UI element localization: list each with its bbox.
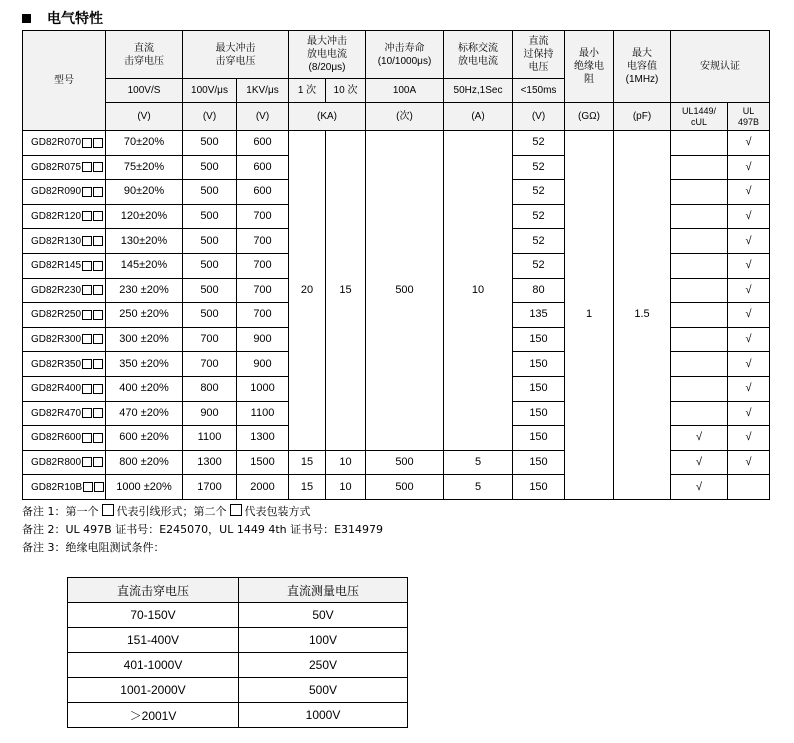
sub-impulse-rate-1: 100V/μs <box>183 79 237 103</box>
ul1449-cell <box>671 155 728 180</box>
placeholder-box-icon <box>93 261 103 271</box>
impulse-breakdown-2-cell: 700 <box>237 253 289 278</box>
model-code: GD82R470 <box>31 407 82 419</box>
model-code: GD82R600 <box>31 432 82 444</box>
discharge-once-cell: 15 <box>289 475 326 500</box>
ul497-cell: √ <box>728 131 770 156</box>
impulse-breakdown-1-cell: 500 <box>183 303 237 328</box>
holdover-cell: 150 <box>513 352 565 377</box>
impulse-life-cell: 500 <box>366 450 444 475</box>
impulse-breakdown-2-cell: 1000 <box>237 376 289 401</box>
note1-part-a: 备注 1：第一个 <box>22 505 99 518</box>
dc-breakdown-cell: 90±20% <box>106 180 183 205</box>
sub-impulse-rate-2: 1KV/μs <box>237 79 289 103</box>
model-cell <box>23 401 106 426</box>
impulse-breakdown-1-cell: 500 <box>183 155 237 180</box>
dc-breakdown-cell: 75±20% <box>106 155 183 180</box>
cond-header-dc: 直流击穿电压 <box>68 578 239 603</box>
ul497-cell: √ <box>728 352 770 377</box>
impulse-life-cell: 500 <box>366 475 444 500</box>
ul1449-cell <box>671 278 728 303</box>
ul497-cell: √ <box>728 450 770 475</box>
discharge-once-cell: 20 <box>289 131 326 451</box>
model-cell <box>23 450 106 475</box>
model-cell <box>23 475 106 500</box>
dc-breakdown-cell: 1000 ±20% <box>106 475 183 500</box>
cond-cell: 401-1000V <box>68 653 239 678</box>
ul497-cell: √ <box>728 180 770 205</box>
placeholder-box-icon <box>82 162 92 172</box>
model-cell <box>23 303 106 328</box>
placeholder-box-icon <box>102 504 114 516</box>
ul497-cell: √ <box>728 155 770 180</box>
model-code: GD82R075 <box>31 161 82 173</box>
impulse-breakdown-2-cell: 1300 <box>237 426 289 451</box>
ul497-cell: √ <box>728 204 770 229</box>
ul1449-cell <box>671 327 728 352</box>
ul1449-cell: √ <box>671 426 728 451</box>
model-code: GD82R090 <box>31 186 82 198</box>
sub-ac-condition: 50Hz,1Sec <box>444 79 513 103</box>
note-2: 备注 2：UL 497B 证书号：E245070，UL 1449 4th 证书号：E314979 <box>22 523 384 536</box>
placeholder-box-icon <box>82 359 92 369</box>
ul1449-cell <box>671 204 728 229</box>
impulse-breakdown-2-cell: 900 <box>237 327 289 352</box>
impulse-life-cell: 500 <box>366 131 444 451</box>
placeholder-box-icon <box>82 433 92 443</box>
ul1449-cell <box>671 229 728 254</box>
ul1449-cell <box>671 253 728 278</box>
impulse-breakdown-1-cell: 500 <box>183 204 237 229</box>
header-min-insulation: 最小 绝缘电 阻 <box>565 31 614 103</box>
ac-discharge-cell: 5 <box>444 450 513 475</box>
model-code: GD82R145 <box>31 260 82 272</box>
placeholder-box-icon <box>82 261 92 271</box>
model-cell <box>23 204 106 229</box>
holdover-cell: 150 <box>513 450 565 475</box>
ul497-cell: √ <box>728 303 770 328</box>
holdover-cell: 52 <box>513 180 565 205</box>
cond-cell: 1000V <box>239 703 408 728</box>
placeholder-box-icon <box>82 187 92 197</box>
placeholder-box-icon <box>94 482 104 492</box>
dc-breakdown-cell: 400 ±20% <box>106 376 183 401</box>
impulse-breakdown-2-cell: 1100 <box>237 401 289 426</box>
placeholder-box-icon <box>93 138 103 148</box>
model-code: GD82R300 <box>31 334 82 346</box>
model-code: GD82R800 <box>31 457 82 469</box>
impulse-breakdown-2-cell: 700 <box>237 229 289 254</box>
model-cell <box>23 253 106 278</box>
impulse-breakdown-2-cell: 700 <box>237 303 289 328</box>
ul1449-cell: √ <box>671 475 728 500</box>
header-ac-discharge: 标称交流 放电电流 <box>444 31 513 79</box>
dc-breakdown-cell: 230 ±20% <box>106 278 183 303</box>
ul497-cell <box>728 475 770 500</box>
placeholder-box-icon <box>82 211 92 221</box>
note1-part-c: 代表包装方式 <box>244 505 311 518</box>
dc-breakdown-cell: 350 ±20% <box>106 352 183 377</box>
model-code: GD82R400 <box>31 383 82 395</box>
cond-cell: 100V <box>239 628 408 653</box>
header-dc-breakdown: 直流 击穿电压 <box>106 31 183 79</box>
dc-breakdown-cell: 120±20% <box>106 204 183 229</box>
ul1449-cell: √ <box>671 450 728 475</box>
placeholder-box-icon <box>93 408 103 418</box>
impulse-breakdown-2-cell: 700 <box>237 204 289 229</box>
ul497-cell: √ <box>728 376 770 401</box>
cond-cell: 151-400V <box>68 628 239 653</box>
impulse-breakdown-1-cell: 500 <box>183 253 237 278</box>
note-3: 备注 3：绝缘电阻测试条件： <box>22 541 165 554</box>
section-title-text: 电气特性 <box>47 11 103 27</box>
placeholder-box-icon <box>82 408 92 418</box>
dc-breakdown-cell: 130±20% <box>106 229 183 254</box>
model-cell <box>23 229 106 254</box>
impulse-breakdown-1-cell: 500 <box>183 131 237 156</box>
dc-breakdown-cell: 470 ±20% <box>106 401 183 426</box>
header-max-impulse-discharge: 最大冲击 放电电流 (8/20μs) <box>289 31 366 79</box>
impulse-breakdown-2-cell: 900 <box>237 352 289 377</box>
header-max-impulse-breakdown: 最大冲击 击穿电压 <box>183 31 289 79</box>
impulse-breakdown-1-cell: 1700 <box>183 475 237 500</box>
unit-insulation: (GΩ) <box>565 103 614 131</box>
discharge-once-cell: 15 <box>289 450 326 475</box>
model-code: GD82R350 <box>31 358 82 370</box>
ul1449-cell <box>671 303 728 328</box>
placeholder-box-icon <box>93 162 103 172</box>
impulse-breakdown-1-cell: 500 <box>183 229 237 254</box>
sub-once: 1 次 <box>289 79 326 103</box>
placeholder-box-icon <box>93 457 103 467</box>
impulse-breakdown-1-cell: 1100 <box>183 426 237 451</box>
holdover-cell: 52 <box>513 204 565 229</box>
note1-part-b: 代表引线形式；第二个 <box>116 505 227 518</box>
header-safety-cert: 安规认证 <box>671 31 770 103</box>
placeholder-box-icon <box>93 236 103 246</box>
placeholder-box-icon <box>82 457 92 467</box>
holdover-cell: 52 <box>513 229 565 254</box>
dc-breakdown-cell: 145±20% <box>106 253 183 278</box>
holdover-cell: 135 <box>513 303 565 328</box>
dc-breakdown-cell: 600 ±20% <box>106 426 183 451</box>
holdover-cell: 52 <box>513 131 565 156</box>
placeholder-box-icon <box>83 482 93 492</box>
placeholder-box-icon <box>93 187 103 197</box>
sub-ten-times: 10 次 <box>326 79 366 103</box>
impulse-breakdown-1-cell: 1300 <box>183 450 237 475</box>
insulation-cell: 1 <box>565 131 614 500</box>
holdover-cell: 150 <box>513 475 565 500</box>
model-code: GD82R120 <box>31 211 82 223</box>
model-cell <box>23 131 106 156</box>
ul497-cell: √ <box>728 253 770 278</box>
model-cell <box>23 376 106 401</box>
model-code: GD82R070 <box>31 137 82 149</box>
holdover-cell: 150 <box>513 426 565 451</box>
cond-header-measure: 直流测量电压 <box>239 578 408 603</box>
header-impulse-life: 冲击寿命 (10/1000μs) <box>366 31 444 79</box>
unit-times: (次) <box>366 103 444 131</box>
model-cell <box>23 155 106 180</box>
impulse-breakdown-1-cell: 700 <box>183 327 237 352</box>
table-row <box>23 131 770 156</box>
section-title <box>22 8 103 28</box>
placeholder-box-icon <box>82 384 92 394</box>
cond-cell: 50V <box>239 603 408 628</box>
ul1449-cell <box>671 180 728 205</box>
dc-breakdown-cell: 70±20% <box>106 131 183 156</box>
cond-cell: 500V <box>239 678 408 703</box>
impulse-breakdown-2-cell: 600 <box>237 131 289 156</box>
impulse-breakdown-2-cell: 600 <box>237 180 289 205</box>
model-code: GD82R250 <box>31 309 82 321</box>
holdover-cell: 150 <box>513 327 565 352</box>
unit-imp2: (V) <box>237 103 289 131</box>
note-1 <box>22 503 383 521</box>
dc-breakdown-cell: 300 ±20% <box>106 327 183 352</box>
cond-cell: ＞2001V <box>68 703 239 728</box>
model-cell <box>23 327 106 352</box>
impulse-breakdown-1-cell: 500 <box>183 278 237 303</box>
header-model: 型号 <box>23 31 106 131</box>
holdover-cell: 80 <box>513 278 565 303</box>
placeholder-box-icon <box>82 285 92 295</box>
notes <box>22 503 383 557</box>
dc-breakdown-cell: 800 ±20% <box>106 450 183 475</box>
model-cell <box>23 278 106 303</box>
model-cell <box>23 180 106 205</box>
holdover-cell: 52 <box>513 155 565 180</box>
placeholder-box-icon <box>82 334 92 344</box>
cond-cell: 1001-2000V <box>68 678 239 703</box>
ul1449-cell <box>671 352 728 377</box>
impulse-breakdown-1-cell: 900 <box>183 401 237 426</box>
model-cell <box>23 352 106 377</box>
ul497-cell: √ <box>728 327 770 352</box>
placeholder-box-icon <box>93 334 103 344</box>
impulse-breakdown-2-cell: 1500 <box>237 450 289 475</box>
capacitance-cell: 1.5 <box>614 131 671 500</box>
unit-imp1: (V) <box>183 103 237 131</box>
placeholder-box-icon <box>93 433 103 443</box>
placeholder-box-icon <box>93 285 103 295</box>
model-code: GD82R130 <box>31 235 82 247</box>
header-dc-holdover: 直流 过保持 电压 <box>513 31 565 79</box>
impulse-breakdown-2-cell: 2000 <box>237 475 289 500</box>
placeholder-box-icon <box>93 310 103 320</box>
cond-cell: 70-150V <box>68 603 239 628</box>
impulse-breakdown-2-cell: 700 <box>237 278 289 303</box>
ul497-cell: √ <box>728 426 770 451</box>
header-max-capacitance: 最大 电容值 (1MHz) <box>614 31 671 103</box>
model-code: GD82R230 <box>31 284 82 296</box>
unit-ul497: UL 497B <box>728 103 770 131</box>
ac-discharge-cell: 5 <box>444 475 513 500</box>
placeholder-box-icon <box>82 138 92 148</box>
placeholder-box-icon <box>82 310 92 320</box>
placeholder-box-icon <box>82 236 92 246</box>
discharge-ten-cell: 15 <box>326 131 366 451</box>
electrical-characteristics-table <box>22 30 770 500</box>
sub-holdover-time: <150ms <box>513 79 565 103</box>
sub-dc-rate: 100V/S <box>106 79 183 103</box>
unit-ka: (KA) <box>289 103 366 131</box>
placeholder-box-icon <box>93 211 103 221</box>
placeholder-box-icon <box>93 384 103 394</box>
unit-dc: (V) <box>106 103 183 131</box>
impulse-breakdown-1-cell: 800 <box>183 376 237 401</box>
sub-life-current: 100A <box>366 79 444 103</box>
discharge-ten-cell: 10 <box>326 475 366 500</box>
unit-ac: (A) <box>444 103 513 131</box>
holdover-cell: 150 <box>513 401 565 426</box>
ul1449-cell <box>671 401 728 426</box>
square-bullet-icon <box>22 14 31 23</box>
cond-cell: 250V <box>239 653 408 678</box>
impulse-breakdown-2-cell: 600 <box>237 155 289 180</box>
holdover-cell: 52 <box>513 253 565 278</box>
ac-discharge-cell: 10 <box>444 131 513 451</box>
ul497-cell: √ <box>728 229 770 254</box>
ul1449-cell <box>671 376 728 401</box>
ul1449-cell <box>671 131 728 156</box>
ul497-cell: √ <box>728 278 770 303</box>
insulation-test-table <box>67 577 408 728</box>
ul497-cell: √ <box>728 401 770 426</box>
placeholder-box-icon <box>230 504 242 516</box>
dc-breakdown-cell: 250 ±20% <box>106 303 183 328</box>
impulse-breakdown-1-cell: 700 <box>183 352 237 377</box>
unit-capacitance: (pF) <box>614 103 671 131</box>
model-cell <box>23 426 106 451</box>
model-code: GD82R10B <box>31 481 83 493</box>
unit-ul1449: UL1449/ cUL <box>671 103 728 131</box>
discharge-ten-cell: 10 <box>326 450 366 475</box>
unit-hold: (V) <box>513 103 565 131</box>
impulse-breakdown-1-cell: 500 <box>183 180 237 205</box>
holdover-cell: 150 <box>513 376 565 401</box>
placeholder-box-icon <box>93 359 103 369</box>
